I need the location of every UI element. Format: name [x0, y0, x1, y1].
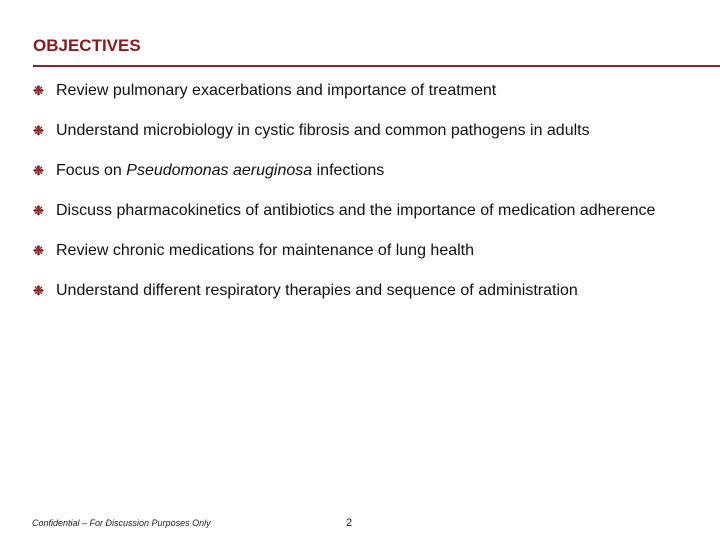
objective-text: Review chronic medications for maintenance of lung health [56, 242, 475, 259]
objective-text: Review pulmonary exacerbations and importance of treatment [56, 82, 497, 99]
objective-text: Understand microbiology in cystic fibrosis and common pathogens in adults [56, 122, 590, 139]
objective-item-4 [33, 201, 693, 221]
objective-item-6 [33, 281, 693, 301]
objectives-list [33, 80, 693, 301]
objective-item-2 [33, 121, 693, 141]
objective-text-post: infections [312, 162, 385, 179]
objective-item-1 [33, 81, 693, 101]
bullet-icon: ❉ [33, 83, 44, 98]
slide-title: OBJECTIVES [33, 36, 141, 55]
objective-item-5 [33, 241, 693, 261]
objective-text-pre: Focus on [56, 162, 127, 179]
objective-text: Discuss pharmacokinetics of antibiotics and the importance of medication adherence [56, 202, 656, 219]
objective-text: Understand different respiratory therapies and sequence of administration [56, 282, 578, 299]
organism-name: Pseudomonas aeruginosa [126, 162, 313, 179]
objective-item-3 [33, 161, 693, 181]
page-number: 2 [346, 517, 353, 529]
title-underline [33, 65, 720, 67]
bullet-icon: ❉ [33, 163, 44, 178]
bullet-icon: ❉ [33, 123, 44, 138]
bullet-icon: ❉ [33, 203, 44, 218]
confidential-footer: Confidential – For Discussion Purposes Only [32, 518, 211, 528]
bullet-icon: ❉ [33, 243, 44, 258]
bullet-icon: ❉ [33, 283, 44, 298]
